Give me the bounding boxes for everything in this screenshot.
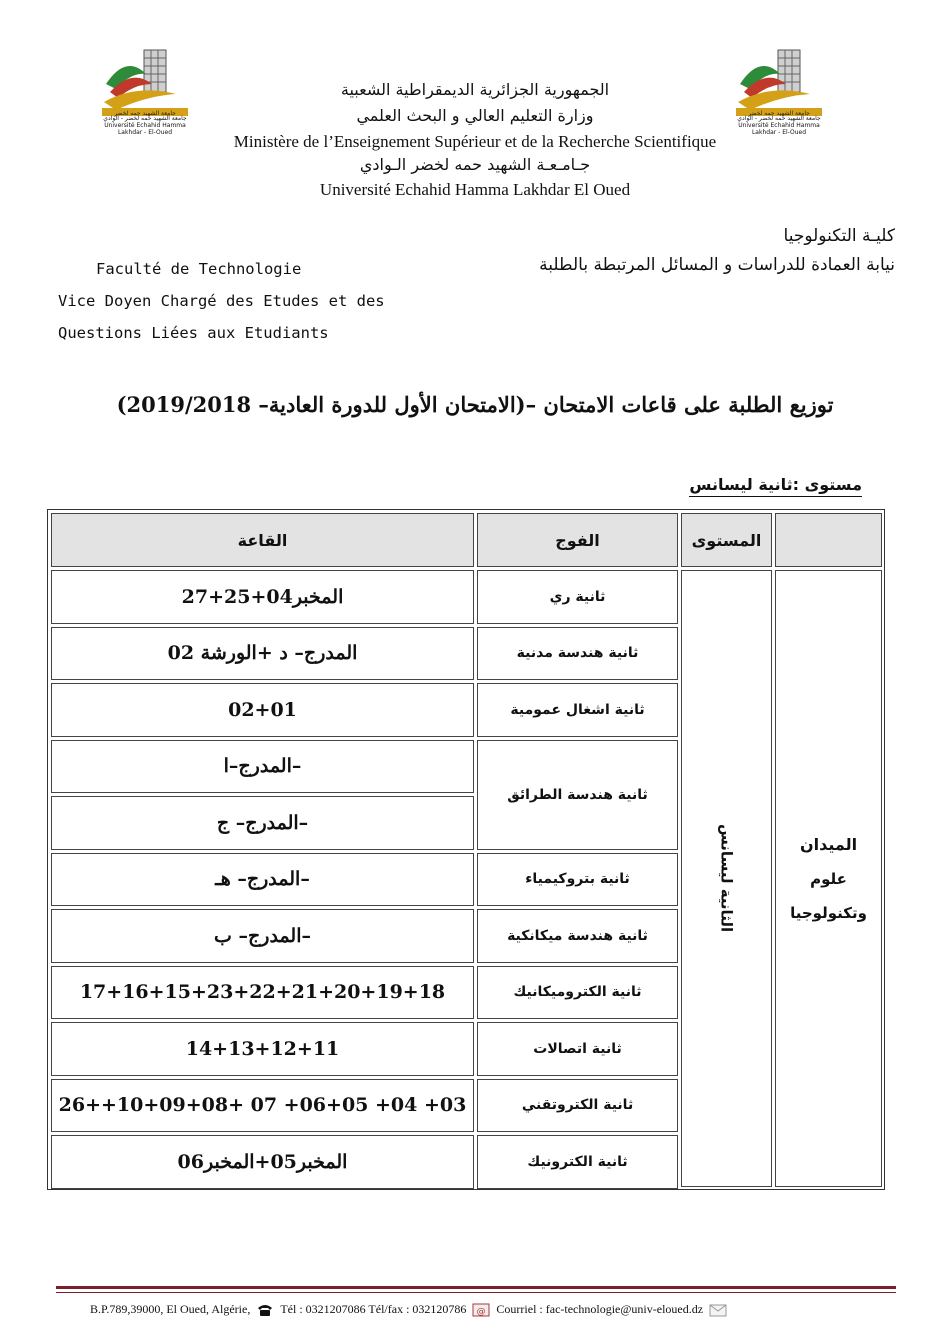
room-cell: المدرج– د +الورشة 02 [51, 627, 474, 681]
group-cell: ثانية الكتروميكانيك [477, 966, 678, 1020]
field-line2: علوم [810, 870, 847, 888]
level-value: الثانية ليسانس [717, 824, 736, 933]
footer-phone: Tél : 0321207086 Tél/fax : 032120786 [280, 1302, 467, 1316]
footer-address: B.P.789,39000, El Oued, Algérie, [90, 1302, 251, 1316]
vice-dean-fr-line2: Questions Liées aux Etudiants [58, 324, 329, 342]
group-cell: ثانية اشغال عمومية [477, 683, 678, 737]
university-name-fr: Université Echahid Hamma Lakhdar El Oued [319, 180, 631, 199]
group-cell: ثانية هندسة ميكانكية [477, 909, 678, 963]
header-level: المستوى [681, 513, 772, 567]
group-cell: ثانية هندسة مدنية [477, 627, 678, 681]
vice-dean-fr-line1: Vice Doyen Chargé des Etudes et des [58, 292, 385, 310]
header-group: الفوج [477, 513, 678, 567]
email-icon [472, 1303, 490, 1317]
vice-dean-ar: نيابة العمادة للدراسات و المسائل المرتبطة بالطلبة [539, 255, 895, 275]
group-cell: ثانية هندسة الطرائق [477, 740, 678, 850]
group-cell: ثانية اتصالات [477, 1022, 678, 1076]
room-cell: المخبر04+25+27 [51, 570, 474, 624]
document-title: توزيع الطلبة على قاعات الامتحان –(الامتحان الأول للدورة العادية– 2019/2018) [116, 392, 834, 417]
room-cell: المدرج– هـ– [51, 853, 474, 907]
svg-text:@: @ [476, 1306, 486, 1317]
room-cell: المدرج– ب– [51, 909, 474, 963]
room-cell: المخبر05+المخبر06 [51, 1135, 474, 1189]
svg-text:جامعة الشهيد حمه لخضر: جامعة الشهيد حمه لخضر [748, 110, 810, 117]
envelope-icon [709, 1303, 727, 1317]
university-name-ar: جـامـعـة الشهيد حمه لخضر الـوادي [359, 155, 591, 174]
field-label: الميدان [799, 835, 858, 854]
group-cell: ثانية بتروكيمياء [477, 853, 678, 907]
room-cell: المدرج–ا– [51, 740, 474, 794]
room-cell: 14+13+12+11 [51, 1022, 474, 1076]
field-line3: وتكنولوجيا [790, 904, 867, 922]
group-cell: ثانية الكتروتقني [477, 1079, 678, 1133]
footer-rule-thin [56, 1292, 896, 1293]
ministry-name-ar: وزارة التعليم العالي و البحث العلمي [356, 106, 594, 125]
svg-text:جامعة الشهيد حمه لخضر: جامعة الشهيد حمه لخضر [114, 110, 176, 117]
footer-rule [56, 1286, 896, 1289]
room-cell: المدرج– ج– [51, 796, 474, 850]
level-label: مستوى :ثانية ليسانس [689, 475, 862, 497]
room-cell: 02+01 [51, 683, 474, 737]
header-room: القاعة [51, 513, 474, 567]
exam-room-table [47, 509, 885, 1190]
phone-icon [256, 1303, 274, 1317]
faculty-name-ar: كليـة التكنولوجيا [783, 226, 895, 246]
footer-email: Courriel : fac-technologie@univ-eloued.dz [496, 1302, 704, 1316]
logo-caption: جامعة الشهيد حمه لخضر - الوادي Université Echahid Hamma Lakhdar - El-Oued [103, 115, 187, 136]
group-cell: ثانية ري [477, 570, 678, 624]
level-cell [681, 570, 772, 1187]
header-field [775, 513, 882, 567]
logo-caption: جامعة الشهيد حمه لخضر - الوادي Université Echahid Hamma Lakhdar - El-Oued [737, 115, 821, 136]
ministry-name-fr: Ministère de l’Enseignement Supérieur et de la Recherche Scientifique [233, 132, 717, 151]
room-cell: 17+16+15+23+22+21+20+19+18 [51, 966, 474, 1020]
republic-name-ar: الجمهورية الجزائرية الديمقراطية الشعبية [340, 80, 610, 99]
group-cell: ثانية الكترونيك [477, 1135, 678, 1189]
room-cell: 26++10+09+08+ 07 +06+05 +04 +03 [51, 1079, 474, 1133]
footer [90, 1302, 870, 1317]
faculty-name-fr: Faculté de Technologie [96, 260, 302, 278]
field-cell [775, 570, 882, 1187]
